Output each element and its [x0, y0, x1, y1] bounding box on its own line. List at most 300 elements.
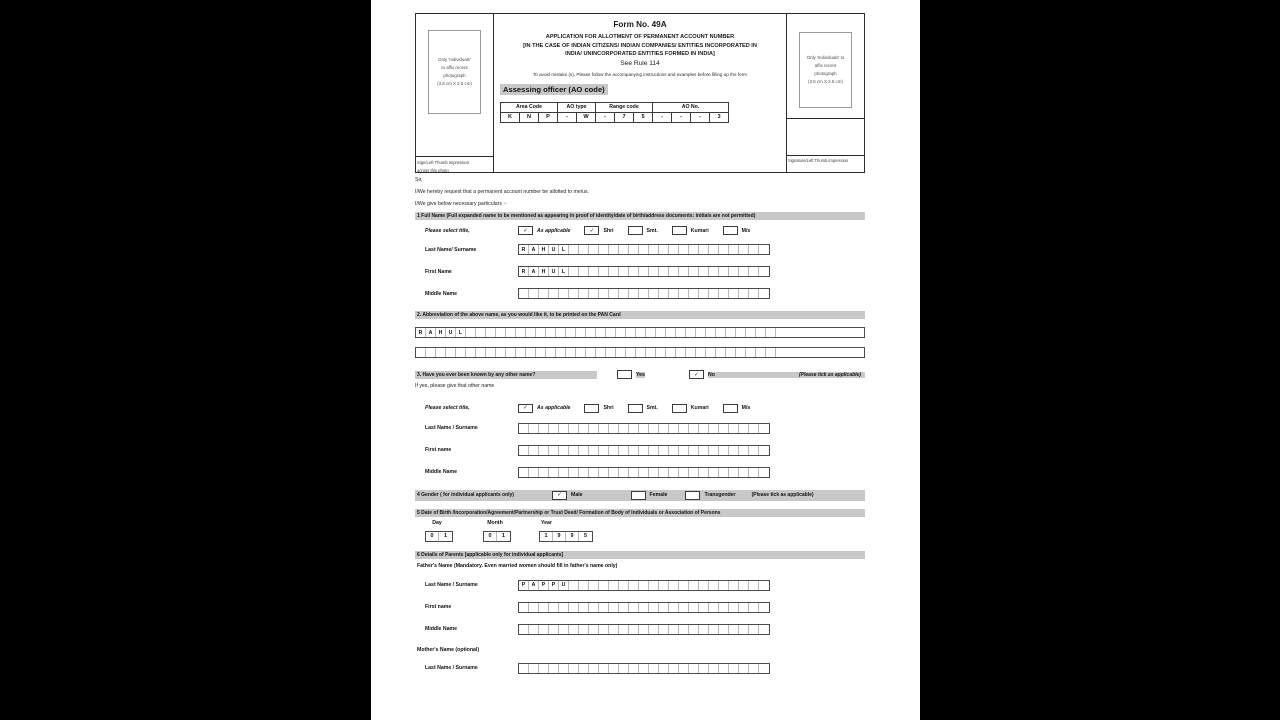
- char-cell[interactable]: [579, 446, 589, 455]
- char-cell[interactable]: [476, 328, 486, 337]
- char-cell[interactable]: [599, 446, 609, 455]
- ao-no-2[interactable]: -: [691, 112, 710, 122]
- section1-lastname-cells[interactable]: [518, 244, 770, 255]
- char-cell[interactable]: [659, 468, 669, 477]
- ao-area-code-1[interactable]: N: [520, 112, 539, 122]
- char-cell[interactable]: [649, 446, 659, 455]
- char-cell[interactable]: [599, 468, 609, 477]
- char-cell[interactable]: [516, 328, 526, 337]
- char-cell[interactable]: [569, 289, 579, 298]
- date-cell[interactable]: 0: [484, 532, 497, 541]
- char-cell[interactable]: [739, 603, 749, 612]
- char-cell[interactable]: [629, 289, 639, 298]
- section3-title-checkbox-kumari[interactable]: [672, 404, 687, 413]
- char-cell[interactable]: L: [456, 328, 466, 337]
- char-cell[interactable]: [606, 348, 616, 357]
- char-cell[interactable]: [689, 289, 699, 298]
- char-cell[interactable]: [609, 603, 619, 612]
- char-cell[interactable]: [649, 664, 659, 673]
- date-cell[interactable]: 1: [502, 533, 505, 540]
- section3-lastname-cells[interactable]: [518, 423, 770, 434]
- char-cell[interactable]: [659, 664, 669, 673]
- char-cell[interactable]: A: [426, 328, 436, 337]
- char-cell[interactable]: [599, 625, 609, 634]
- char-cell[interactable]: [649, 424, 659, 433]
- char-cell[interactable]: [476, 348, 486, 357]
- char-cell[interactable]: [559, 289, 569, 298]
- char-cell[interactable]: [629, 664, 639, 673]
- section2-abbreviation-row2[interactable]: [415, 347, 865, 358]
- left-signature-strip[interactable]: [416, 156, 493, 172]
- char-cell[interactable]: [699, 625, 709, 634]
- char-cell[interactable]: [609, 289, 619, 298]
- char-cell[interactable]: [619, 625, 629, 634]
- char-cell[interactable]: [639, 664, 649, 673]
- char-cell[interactable]: [539, 424, 549, 433]
- char-cell[interactable]: [776, 328, 786, 337]
- char-cell[interactable]: [589, 245, 599, 254]
- right-photo-area[interactable]: [787, 14, 864, 118]
- char-cell[interactable]: [536, 328, 546, 337]
- char-cell[interactable]: [696, 328, 706, 337]
- char-cell[interactable]: [749, 446, 759, 455]
- char-cell[interactable]: [466, 328, 476, 337]
- char-cell[interactable]: [599, 581, 609, 590]
- char-cell[interactable]: [526, 328, 536, 337]
- char-cell[interactable]: [609, 424, 619, 433]
- char-cell[interactable]: [739, 446, 749, 455]
- char-cell[interactable]: [609, 664, 619, 673]
- char-cell[interactable]: [749, 289, 759, 298]
- char-cell[interactable]: A: [529, 581, 539, 590]
- char-cell[interactable]: [696, 348, 706, 357]
- char-cell[interactable]: [599, 424, 609, 433]
- char-cell[interactable]: [639, 468, 649, 477]
- char-cell[interactable]: [719, 468, 729, 477]
- char-cell[interactable]: [506, 348, 516, 357]
- char-cell[interactable]: [629, 625, 639, 634]
- char-cell[interactable]: [669, 468, 679, 477]
- char-cell[interactable]: [679, 267, 689, 276]
- char-cell[interactable]: [649, 603, 659, 612]
- char-cell[interactable]: [639, 424, 649, 433]
- char-cell[interactable]: [589, 424, 599, 433]
- ao-no-1[interactable]: -: [672, 112, 691, 122]
- char-cell[interactable]: [526, 348, 536, 357]
- char-cell[interactable]: [529, 664, 539, 673]
- char-cell[interactable]: [716, 348, 726, 357]
- char-cell[interactable]: [529, 603, 539, 612]
- char-cell[interactable]: [709, 581, 719, 590]
- char-cell[interactable]: [659, 245, 669, 254]
- char-cell[interactable]: [549, 625, 559, 634]
- ao-type-1[interactable]: W: [577, 112, 596, 122]
- section3-checkbox-yes[interactable]: [617, 370, 632, 379]
- section6-mother-lastname-cells[interactable]: [518, 663, 770, 674]
- section3-title-checkbox-ms[interactable]: [723, 404, 738, 413]
- char-cell[interactable]: [759, 446, 769, 455]
- char-cell[interactable]: [519, 603, 529, 612]
- char-cell[interactable]: [589, 289, 599, 298]
- char-cell[interactable]: [709, 424, 719, 433]
- section2-abbreviation-row1[interactable]: [415, 327, 865, 338]
- char-cell[interactable]: [529, 289, 539, 298]
- char-cell[interactable]: [739, 424, 749, 433]
- char-cell[interactable]: [539, 664, 549, 673]
- date-cell[interactable]: 0: [426, 532, 439, 541]
- section3-middlename-cells[interactable]: [518, 467, 770, 478]
- char-cell[interactable]: [729, 424, 739, 433]
- right-signature-strip[interactable]: [787, 155, 864, 164]
- char-cell[interactable]: [689, 625, 699, 634]
- char-cell[interactable]: [719, 603, 729, 612]
- char-cell[interactable]: [749, 245, 759, 254]
- char-cell[interactable]: [596, 328, 606, 337]
- char-cell[interactable]: [739, 581, 749, 590]
- char-cell[interactable]: [506, 328, 516, 337]
- char-cell[interactable]: [739, 245, 749, 254]
- date-cell[interactable]: 9: [553, 532, 566, 541]
- char-cell[interactable]: [676, 328, 686, 337]
- char-cell[interactable]: [579, 289, 589, 298]
- char-cell[interactable]: [579, 267, 589, 276]
- char-cell[interactable]: [639, 267, 649, 276]
- char-cell[interactable]: [519, 446, 529, 455]
- char-cell[interactable]: [446, 348, 456, 357]
- char-cell[interactable]: [609, 446, 619, 455]
- ao-area-code-2[interactable]: P: [539, 112, 558, 122]
- char-cell[interactable]: [736, 328, 746, 337]
- char-cell[interactable]: [609, 267, 619, 276]
- char-cell[interactable]: [719, 245, 729, 254]
- char-cell[interactable]: [536, 348, 546, 357]
- char-cell[interactable]: [709, 625, 719, 634]
- date-cell[interactable]: 1: [540, 532, 553, 541]
- char-cell[interactable]: P: [539, 581, 549, 590]
- char-cell[interactable]: [579, 581, 589, 590]
- char-cell[interactable]: [519, 424, 529, 433]
- char-cell[interactable]: [646, 348, 656, 357]
- char-cell[interactable]: [566, 348, 576, 357]
- char-cell[interactable]: [689, 267, 699, 276]
- char-cell[interactable]: [609, 468, 619, 477]
- char-cell[interactable]: [699, 446, 709, 455]
- char-cell[interactable]: [616, 328, 626, 337]
- char-cell[interactable]: [719, 625, 729, 634]
- char-cell[interactable]: [749, 424, 759, 433]
- char-cell[interactable]: [719, 424, 729, 433]
- char-cell[interactable]: [699, 289, 709, 298]
- char-cell[interactable]: [689, 446, 699, 455]
- char-cell[interactable]: [486, 348, 496, 357]
- char-cell[interactable]: [426, 348, 436, 357]
- char-cell[interactable]: [629, 468, 639, 477]
- char-cell[interactable]: [626, 348, 636, 357]
- char-cell[interactable]: R: [416, 328, 426, 337]
- char-cell[interactable]: [589, 446, 599, 455]
- char-cell[interactable]: [689, 603, 699, 612]
- char-cell[interactable]: [749, 625, 759, 634]
- char-cell[interactable]: P: [519, 581, 529, 590]
- ao-range-code-2[interactable]: 5: [634, 112, 653, 122]
- char-cell[interactable]: U: [446, 328, 456, 337]
- char-cell[interactable]: [649, 289, 659, 298]
- char-cell[interactable]: [519, 664, 529, 673]
- char-cell[interactable]: [619, 267, 629, 276]
- char-cell[interactable]: [609, 625, 619, 634]
- char-cell[interactable]: [759, 245, 769, 254]
- char-cell[interactable]: [669, 603, 679, 612]
- section4-checkbox-male[interactable]: [552, 491, 567, 500]
- char-cell[interactable]: [619, 289, 629, 298]
- char-cell[interactable]: [559, 603, 569, 612]
- char-cell[interactable]: [706, 348, 716, 357]
- char-cell[interactable]: [719, 289, 729, 298]
- char-cell[interactable]: [686, 348, 696, 357]
- date-cell[interactable]: 9: [566, 532, 579, 541]
- char-cell[interactable]: [606, 328, 616, 337]
- char-cell[interactable]: [639, 625, 649, 634]
- char-cell[interactable]: [739, 289, 749, 298]
- char-cell[interactable]: [619, 245, 629, 254]
- char-cell[interactable]: [776, 348, 786, 357]
- char-cell[interactable]: [576, 348, 586, 357]
- char-cell[interactable]: [579, 245, 589, 254]
- char-cell[interactable]: [709, 245, 719, 254]
- char-cell[interactable]: [699, 468, 709, 477]
- section4-checkbox-female[interactable]: [631, 491, 646, 500]
- char-cell[interactable]: [649, 581, 659, 590]
- char-cell[interactable]: [706, 328, 716, 337]
- section6-father-firstname-cells[interactable]: [518, 602, 770, 613]
- char-cell[interactable]: [619, 581, 629, 590]
- char-cell[interactable]: [619, 424, 629, 433]
- char-cell[interactable]: [659, 289, 669, 298]
- char-cell[interactable]: [699, 603, 709, 612]
- char-cell[interactable]: [589, 625, 599, 634]
- char-cell[interactable]: [729, 581, 739, 590]
- char-cell[interactable]: [519, 468, 529, 477]
- char-cell[interactable]: [739, 625, 749, 634]
- char-cell[interactable]: [739, 664, 749, 673]
- char-cell[interactable]: [616, 348, 626, 357]
- char-cell[interactable]: [569, 245, 579, 254]
- char-cell[interactable]: [559, 446, 569, 455]
- char-cell[interactable]: [746, 348, 756, 357]
- char-cell[interactable]: U: [549, 267, 559, 276]
- char-cell[interactable]: [669, 581, 679, 590]
- char-cell[interactable]: [666, 328, 676, 337]
- char-cell[interactable]: [659, 603, 669, 612]
- char-cell[interactable]: [436, 348, 446, 357]
- char-cell[interactable]: [646, 328, 656, 337]
- char-cell[interactable]: H: [436, 328, 446, 337]
- char-cell[interactable]: [739, 267, 749, 276]
- ao-range-code-0[interactable]: -: [596, 112, 615, 122]
- char-cell[interactable]: [596, 348, 606, 357]
- char-cell[interactable]: R: [519, 267, 529, 276]
- char-cell[interactable]: [539, 468, 549, 477]
- char-cell[interactable]: [669, 664, 679, 673]
- char-cell[interactable]: [699, 424, 709, 433]
- char-cell[interactable]: [516, 348, 526, 357]
- char-cell[interactable]: [589, 581, 599, 590]
- char-cell[interactable]: [729, 625, 739, 634]
- char-cell[interactable]: [629, 603, 639, 612]
- char-cell[interactable]: [679, 603, 689, 612]
- char-cell[interactable]: [569, 664, 579, 673]
- char-cell[interactable]: [659, 424, 669, 433]
- char-cell[interactable]: [699, 664, 709, 673]
- char-cell[interactable]: [699, 245, 709, 254]
- char-cell[interactable]: [589, 664, 599, 673]
- section1-title-checkbox-ms[interactable]: [723, 226, 738, 235]
- char-cell[interactable]: [539, 603, 549, 612]
- section1-title-checkbox-kumari[interactable]: [672, 226, 687, 235]
- char-cell[interactable]: [659, 625, 669, 634]
- section5-month-group[interactable]: [483, 531, 511, 542]
- char-cell[interactable]: [719, 581, 729, 590]
- section3-title-checkbox-as-applicable[interactable]: [518, 404, 533, 413]
- char-cell[interactable]: [749, 267, 759, 276]
- section3-firstname-cells[interactable]: [518, 445, 770, 456]
- char-cell[interactable]: [729, 289, 739, 298]
- char-cell[interactable]: [736, 348, 746, 357]
- char-cell[interactable]: [689, 245, 699, 254]
- char-cell[interactable]: [679, 424, 689, 433]
- char-cell[interactable]: [729, 446, 739, 455]
- ao-no-0[interactable]: -: [653, 112, 672, 122]
- section4-checkbox-transgender[interactable]: [685, 491, 700, 500]
- char-cell[interactable]: [689, 664, 699, 673]
- char-cell[interactable]: [599, 664, 609, 673]
- char-cell[interactable]: A: [529, 267, 539, 276]
- char-cell[interactable]: [539, 625, 549, 634]
- char-cell[interactable]: [579, 603, 589, 612]
- char-cell[interactable]: [486, 328, 496, 337]
- char-cell[interactable]: [496, 328, 506, 337]
- char-cell[interactable]: [699, 267, 709, 276]
- char-cell[interactable]: H: [539, 267, 549, 276]
- char-cell[interactable]: [756, 348, 766, 357]
- char-cell[interactable]: [716, 328, 726, 337]
- char-cell[interactable]: [759, 289, 769, 298]
- char-cell[interactable]: [669, 267, 679, 276]
- char-cell[interactable]: [569, 267, 579, 276]
- char-cell[interactable]: [649, 625, 659, 634]
- char-cell[interactable]: [589, 603, 599, 612]
- char-cell[interactable]: [619, 446, 629, 455]
- char-cell[interactable]: [719, 446, 729, 455]
- left-photo-box[interactable]: [428, 30, 481, 114]
- section1-firstname-cells[interactable]: [518, 266, 770, 277]
- ao-area-code-0[interactable]: K: [501, 112, 520, 122]
- char-cell[interactable]: [599, 603, 609, 612]
- char-cell[interactable]: U: [559, 581, 569, 590]
- char-cell[interactable]: [679, 581, 689, 590]
- char-cell[interactable]: [586, 328, 596, 337]
- char-cell[interactable]: [679, 245, 689, 254]
- char-cell[interactable]: [669, 424, 679, 433]
- char-cell[interactable]: [636, 328, 646, 337]
- char-cell[interactable]: [636, 348, 646, 357]
- char-cell[interactable]: [709, 267, 719, 276]
- char-cell[interactable]: [529, 446, 539, 455]
- char-cell[interactable]: [609, 245, 619, 254]
- ao-range-code-1[interactable]: 7: [615, 112, 634, 122]
- char-cell[interactable]: [679, 468, 689, 477]
- char-cell[interactable]: P: [549, 581, 559, 590]
- char-cell[interactable]: [549, 446, 559, 455]
- char-cell[interactable]: [659, 581, 669, 590]
- char-cell[interactable]: [559, 664, 569, 673]
- char-cell[interactable]: [609, 581, 619, 590]
- date-cell[interactable]: 5: [584, 533, 587, 540]
- char-cell[interactable]: [619, 468, 629, 477]
- char-cell[interactable]: [739, 468, 749, 477]
- char-cell[interactable]: [589, 468, 599, 477]
- char-cell[interactable]: [559, 625, 569, 634]
- char-cell[interactable]: [639, 245, 649, 254]
- char-cell[interactable]: [709, 446, 719, 455]
- char-cell[interactable]: [599, 267, 609, 276]
- section1-title-checkbox-smt[interactable]: [628, 226, 643, 235]
- char-cell[interactable]: [579, 664, 589, 673]
- char-cell[interactable]: [599, 289, 609, 298]
- char-cell[interactable]: [456, 348, 466, 357]
- char-cell[interactable]: [669, 625, 679, 634]
- char-cell[interactable]: [719, 267, 729, 276]
- ao-type-0[interactable]: -: [558, 112, 577, 122]
- char-cell[interactable]: [679, 664, 689, 673]
- char-cell[interactable]: [539, 289, 549, 298]
- char-cell[interactable]: [729, 245, 739, 254]
- char-cell[interactable]: [569, 603, 579, 612]
- char-cell[interactable]: [729, 468, 739, 477]
- char-cell[interactable]: [629, 446, 639, 455]
- char-cell[interactable]: [689, 468, 699, 477]
- char-cell[interactable]: L: [559, 245, 569, 254]
- char-cell[interactable]: [656, 328, 666, 337]
- char-cell[interactable]: [579, 468, 589, 477]
- right-photo-box[interactable]: [799, 32, 852, 108]
- char-cell[interactable]: [756, 328, 766, 337]
- char-cell[interactable]: [729, 603, 739, 612]
- char-cell[interactable]: [549, 424, 559, 433]
- char-cell[interactable]: H: [539, 245, 549, 254]
- char-cell[interactable]: L: [559, 267, 569, 276]
- section6-father-middlename-cells[interactable]: [518, 624, 770, 635]
- char-cell[interactable]: [669, 289, 679, 298]
- char-cell[interactable]: [759, 664, 769, 673]
- char-cell[interactable]: [559, 468, 569, 477]
- char-cell[interactable]: [546, 328, 556, 337]
- char-cell[interactable]: [466, 348, 476, 357]
- char-cell[interactable]: [629, 245, 639, 254]
- char-cell[interactable]: [569, 625, 579, 634]
- char-cell[interactable]: [519, 625, 529, 634]
- char-cell[interactable]: [569, 446, 579, 455]
- char-cell[interactable]: [569, 581, 579, 590]
- char-cell[interactable]: [759, 581, 769, 590]
- char-cell[interactable]: [746, 328, 756, 337]
- section3-title-checkbox-shri[interactable]: [584, 404, 599, 413]
- char-cell[interactable]: [629, 267, 639, 276]
- char-cell[interactable]: [589, 267, 599, 276]
- char-cell[interactable]: [689, 581, 699, 590]
- char-cell[interactable]: [729, 267, 739, 276]
- char-cell[interactable]: [766, 348, 776, 357]
